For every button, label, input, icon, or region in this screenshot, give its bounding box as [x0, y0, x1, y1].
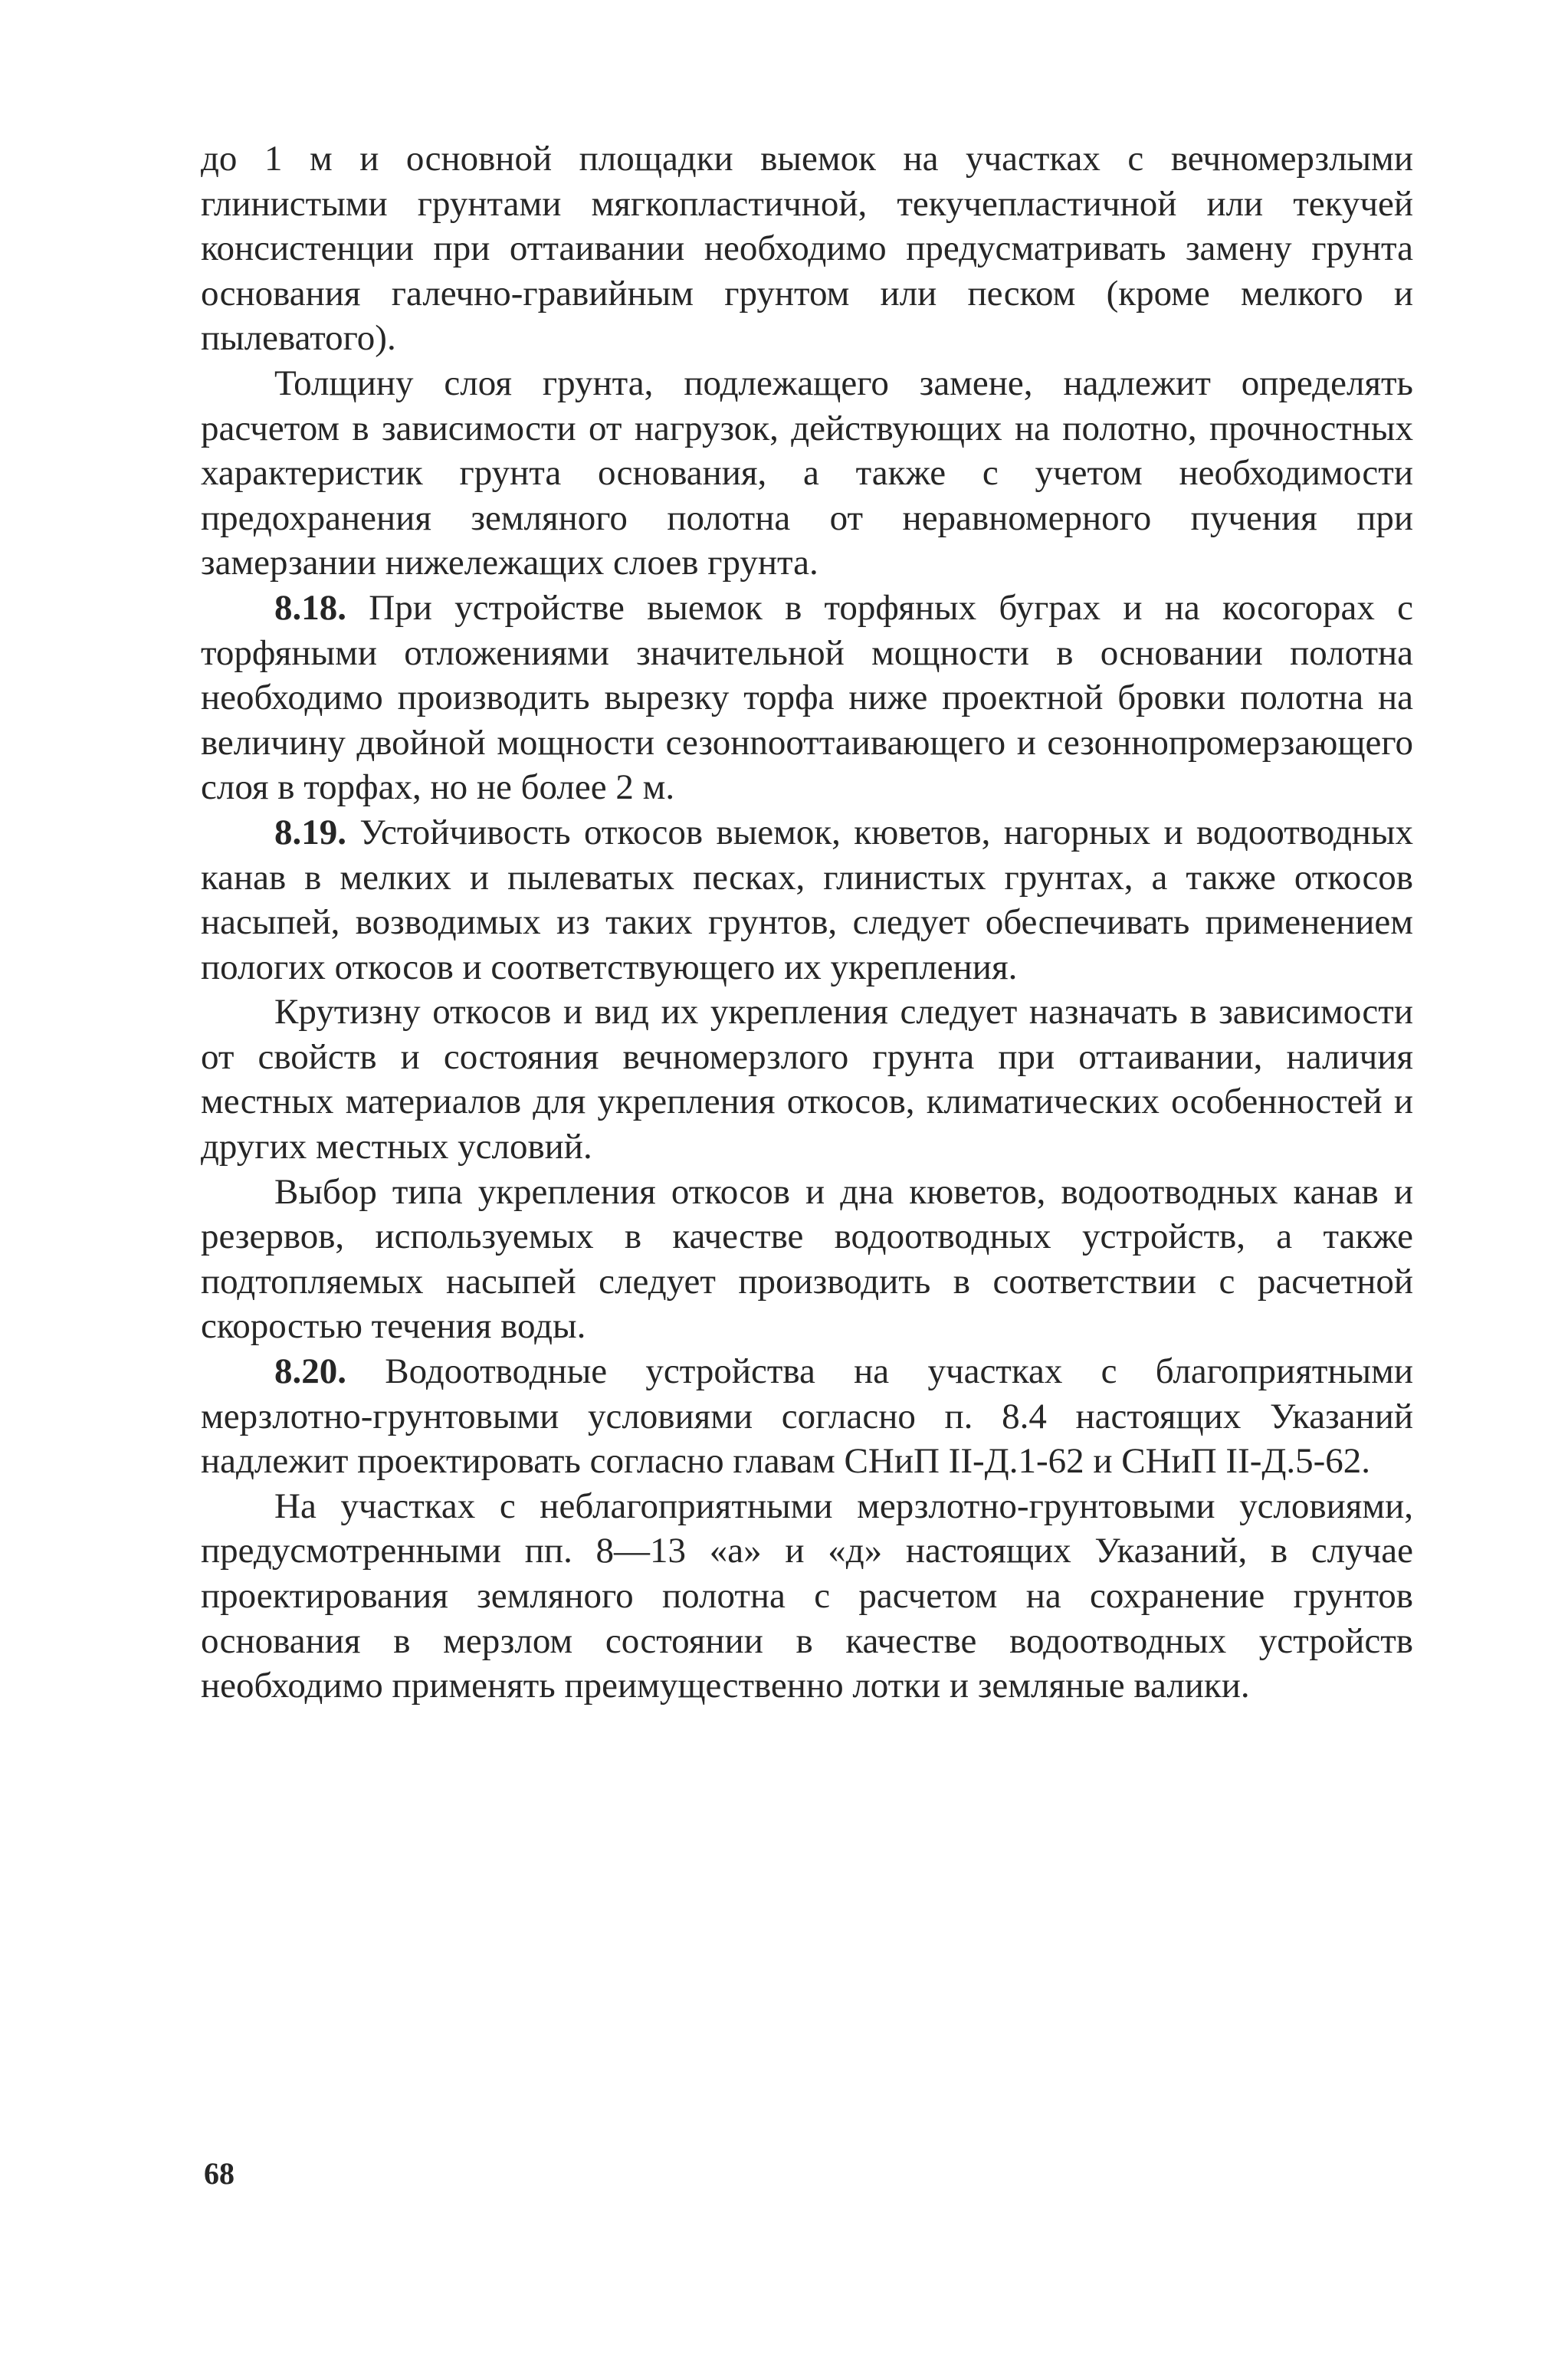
paragraph-text: Крутизну откосов и вид их укрепления следует назначать в зависимости от свойств и состояния вечномерзлого грунта при оттаивании, наличия местных материалов для укрепления откосов, климатических особенностей и других местных условий.: [201, 992, 1413, 1167]
section-number: 8.19.: [274, 812, 346, 852]
paragraph-8-20: [201, 1349, 1413, 1484]
paragraph-text: Выбор типа укрепления откосов и дна кюветов, водоотводных канав и резервов, используемых в качестве водоотводных устройств, а также подтопляемых насыпей следует производить в соответствии с расчетной скоростью течения воды.: [201, 1171, 1413, 1347]
paragraph-8-18: [201, 586, 1413, 810]
paragraph-8-19: [201, 810, 1413, 990]
paragraph-text: На участках с неблагоприятными мерзлотно-грунтовыми условиями, предусмотренными пп. 8—13 «а» и «д» настоящих Указаний, в случае проектирования земляного полотна с расчетом на сохранение грунтов основания в мерзлом состоянии в качестве водоотводных устройств необходимо применять преимущественно лотки и земляные валики.: [201, 1486, 1413, 1706]
paragraph-5: [201, 990, 1413, 1169]
section-number: 8.18.: [274, 587, 346, 628]
paragraph-text: При устройстве выемок в торфяных буграх и на косогорах с торфяными отложениями значительной мощности в основании полотна необходимо производить вырезку торфа ниже проектной бровки полотна на величину двойной мощности сезонnoоттаивающего и сезоннопромерзающего слоя в торфах, но не более 2 м.: [201, 587, 1414, 808]
paragraph-text: Толщину слоя грунта, подлежащего замене, надлежит определять расчетом в зависимости от нагрузок, действующих на полотно, прочностных характеристик грунта основания, а также с учетом необходимости предохранения земляного полотна от неравномерного пучения при замерзании нижележащих слоев грунта.: [201, 363, 1413, 583]
page-number: 68: [204, 2156, 235, 2191]
paragraph-text: Водоотводные устройства на участках с благоприятными мерзлотно-грунтовыми условиями согласно п. 8.4 настоящих Указаний надлежит проектировать согласно главам СНиП II-Д.1-62 и СНиП II-Д.5-62.: [201, 1351, 1413, 1482]
paragraph-8: [201, 1484, 1413, 1709]
paragraph-text: Устойчивость откосов выемок, кюветов, нагорных и водоотводных канав в мелких и пылеватых песках, глинистых грунтах, а также откосов насыпей, возводимых из таких грунтов, следует обеспечивать применением пологих откосов и соответствующего их укрепления.: [201, 812, 1413, 987]
paragraph-2: [201, 361, 1413, 586]
body-text: [201, 136, 1413, 1709]
section-number: 8.20.: [274, 1351, 346, 1392]
paragraph-1: [201, 136, 1413, 361]
paragraph-text: до 1 м и основной площадки выемок на участках с вечномерзлыми глинистыми грунтами мягкопластичной, текучепластичной или текучей консистенции при оттаивании необходимо предусматривать замену грунта основания галечно-гравийным грунтом или песком (кроме мелкого и пылеватого).: [201, 139, 1413, 359]
paragraph-6: [201, 1170, 1413, 1349]
